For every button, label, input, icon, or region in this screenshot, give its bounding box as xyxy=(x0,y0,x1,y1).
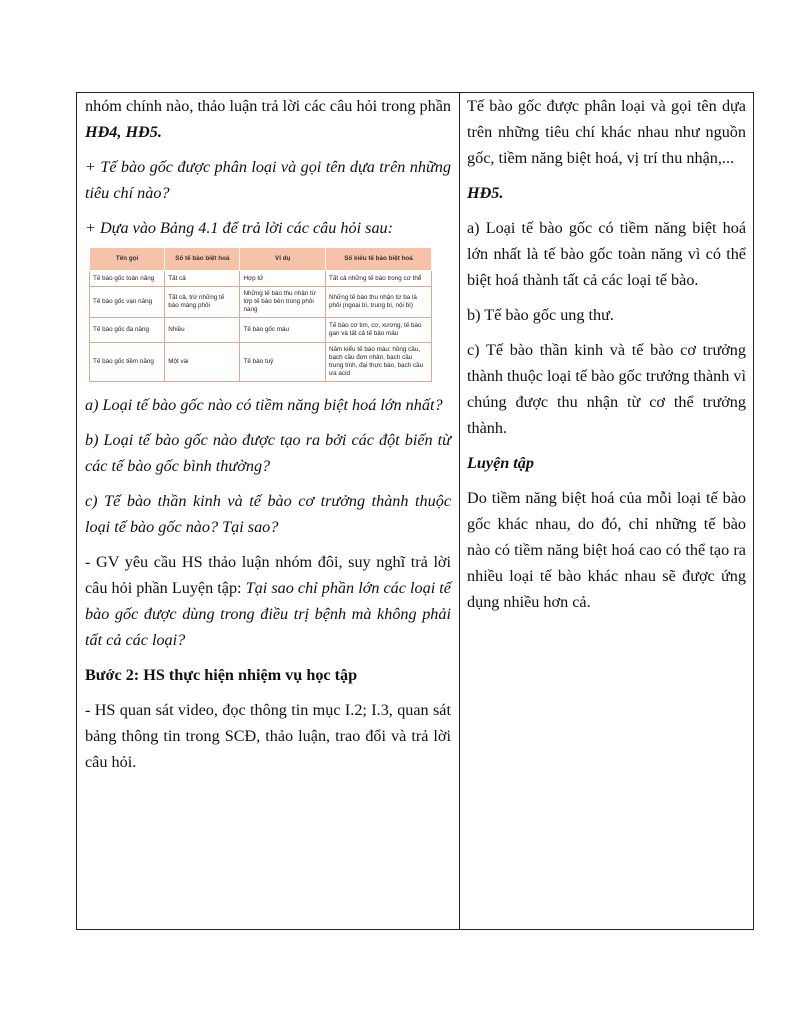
table-row xyxy=(90,287,432,318)
question-b: b) Loại tế bào gốc nào được tạo ra bởi các đột biến từ các tế bào gốc bình thường? xyxy=(85,431,451,475)
intro-paragraph xyxy=(85,93,451,145)
table-cell: Những tế bào thu nhận từ lớp tế bào bên trong phôi nang xyxy=(240,287,326,318)
stem-cell-table xyxy=(89,247,432,382)
table-cell: Tế bào gốc đa năng xyxy=(90,318,165,343)
practice-heading: Luyện tập xyxy=(467,454,534,472)
table-row xyxy=(90,343,432,382)
table-header: Tên gọi xyxy=(90,248,165,271)
table-cell: Những tế bào thu nhận từ ba lá phôi (ngoại bì, trung bì, nội bì) xyxy=(325,287,431,318)
table-header-row xyxy=(90,248,432,271)
table-row xyxy=(90,271,432,287)
question-criteria: + Tế bào gốc được phân loại và gọi tên dựa trên những tiêu chí nào? xyxy=(85,158,451,202)
answer-a: a) Loại tế bào gốc có tiềm năng biệt hoá lớn nhất là tế bào gốc toàn năng vì có thể biệt hoá thành tất cả các loại tế bào. xyxy=(467,219,746,289)
table-cell: Tế bào gốc tiềm năng xyxy=(90,343,165,382)
table-cell: Tế bào gốc máu xyxy=(240,318,326,343)
stem-cell-table-figure xyxy=(89,247,432,382)
table-cell: Tế bào tuỷ xyxy=(240,343,326,382)
hd5-heading: HĐ5. xyxy=(467,184,504,202)
practice-answer: Do tiềm năng biệt hoá của mỗi loại tế bào gốc khác nhau, do đó, chỉ những tế bào nào có tiềm năng biệt hoá cao có thể tạo ra nhiều loại tế bào khác nhau sẽ được ứng dụng nhiều hơn cả. xyxy=(467,489,746,611)
table-header: Số tế bào biệt hoá xyxy=(165,248,240,271)
step-2-heading: Bước 2: HS thực hiện nhiệm vụ học tập xyxy=(85,666,358,684)
activity-ref: HĐ4, HĐ5. xyxy=(85,123,162,141)
question-c: c) Tế bào thần kinh và tế bào cơ trưởng thành thuộc loại tế bào gốc nào? Tại sao? xyxy=(85,492,451,536)
table-cell: Tất cả xyxy=(165,271,240,287)
practice-question: Tại sao chỉ phần lớn các loại tế bào gốc được dùng trong điều trị bệnh mà không phải tất cả các loại? xyxy=(85,579,451,649)
right-column xyxy=(460,93,753,929)
table-header: Số kiểu tế bào biệt hoá xyxy=(325,248,431,271)
table-cell: Tất cả, trừ những tế bào màng phôi xyxy=(165,287,240,318)
table-cell: Tế bào gốc toàn năng xyxy=(90,271,165,287)
content-table xyxy=(76,92,754,930)
table-row xyxy=(90,318,432,343)
teacher-instruction-text: - GV yêu cầu HS thảo luận nhóm đôi, suy nghĩ trả lời câu hỏi phần Luyện tập: xyxy=(85,553,451,597)
table-header: Ví dụ xyxy=(240,248,326,271)
question-a: a) Loại tế bào gốc nào có tiềm năng biệt hoá lớn nhất? xyxy=(85,396,443,414)
student-activity: - HS quan sát video, đọc thông tin mục I.2; I.3, quan sát bảng thông tin trong SCĐ, thảo luận, trao đổi và trả lời câu hỏi. xyxy=(85,701,451,771)
table-cell: Hợp tử xyxy=(240,271,326,287)
table-cell: Tế bào gốc vạn năng xyxy=(90,287,165,318)
answer-c: c) Tế bào thần kinh và tế bào cơ trưởng thành thuộc loại tế bào gốc trưởng thành vì chúng được thu nhận từ cơ thể trưởng thành. xyxy=(467,341,746,437)
table-cell: Năm kiểu tế bào máu: hồng cầu, bạch cầu đơn nhân, bạch cầu trung tính, đại thực bào, bạch cầu ưa acid xyxy=(325,343,431,382)
table-cell: Tế bào cơ tim, cơ, xương, tế bào gan và tất cả tế bào máu xyxy=(325,318,431,343)
table-cell: Nhiều xyxy=(165,318,240,343)
question-table-intro: + Dựa vào Bảng 4.1 để trả lời các câu hỏi sau: xyxy=(85,219,394,237)
answer-criteria: Tế bào gốc được phân loại và gọi tên dựa trên những tiêu chí khác nhau như nguồn gốc, tiềm năng biệt hoá, vị trí thu nhận,... xyxy=(467,97,746,167)
left-column xyxy=(77,93,460,929)
intro-text: nhóm chính nào, thảo luận trả lời các câu hỏi trong phần xyxy=(85,97,451,115)
table-cell: Tất cả những tế bào trong cơ thể xyxy=(325,271,431,287)
teacher-instruction xyxy=(85,549,451,653)
table-cell: Một vài xyxy=(165,343,240,382)
answer-b: b) Tế bào gốc ung thư. xyxy=(467,306,614,324)
